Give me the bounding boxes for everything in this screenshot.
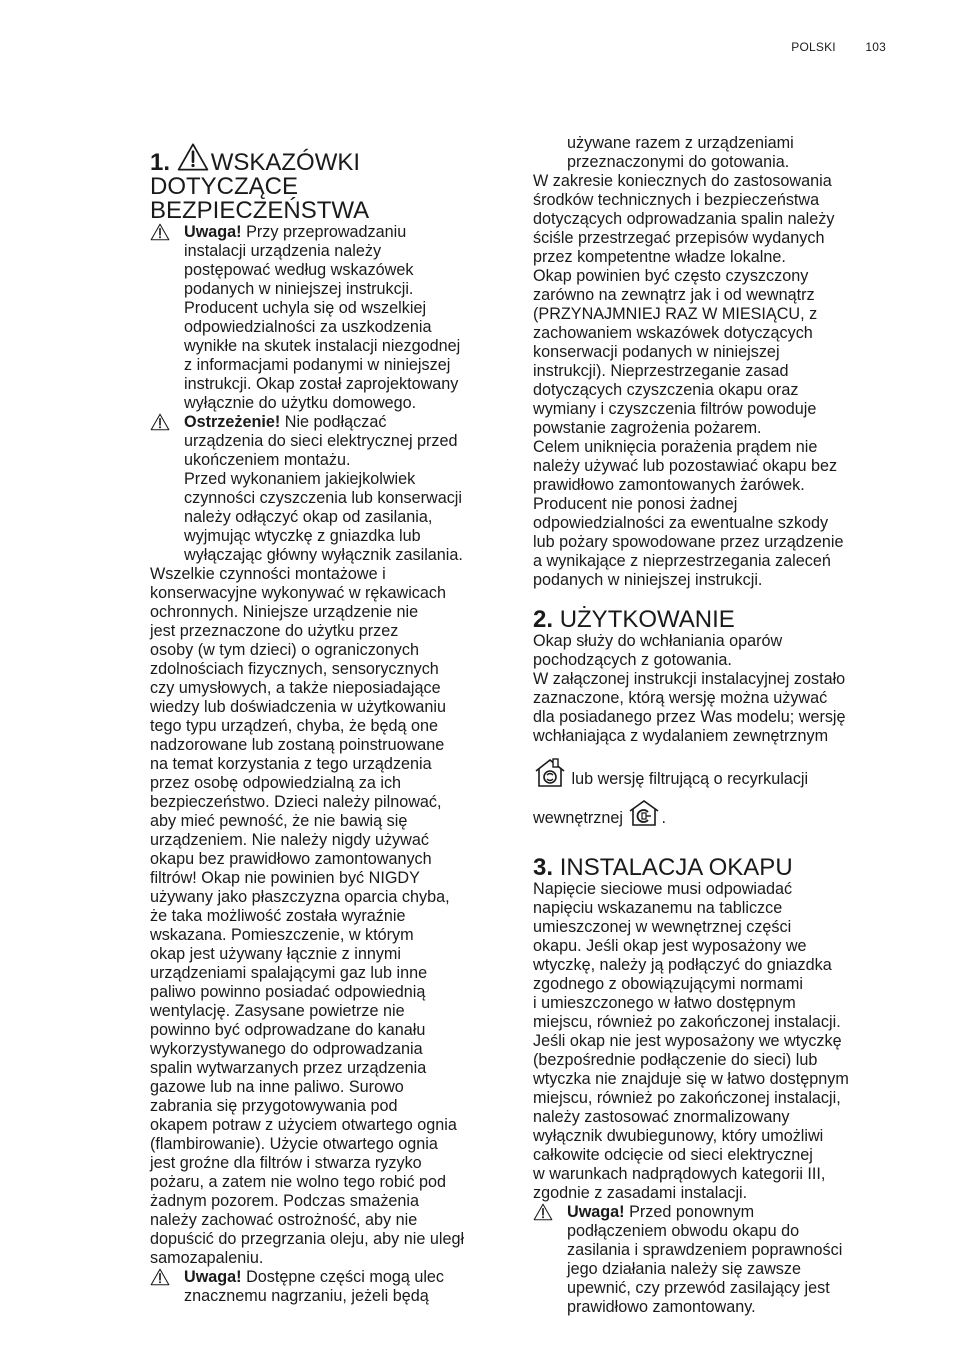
text-line: środków technicznych i bezpieczeństwa [533, 191, 820, 209]
text-line: urządzeniami spalającymi gaz lub inne [150, 964, 428, 982]
warning-triangle-icon [150, 413, 170, 431]
text-line: zabrania się przygotowywania pod [150, 1097, 398, 1115]
text-line: zdolnościach fizycznych, sensorycznych [150, 660, 439, 678]
text-line: wyłącznie do użytku domowego. [184, 394, 417, 412]
text-line: miejscu, również po zakończonej instalacji. [533, 1013, 841, 1031]
text-line: wymiany i czyszczenia filtrów powoduje [533, 400, 817, 418]
text-line: całkowite odcięcie od sieci elektrycznej [533, 1146, 813, 1164]
text-line: należy używać lub pozostawiać okapu bez [533, 457, 838, 475]
text-line: Celem uniknięcia porażenia prądem nie [533, 438, 818, 456]
text-line: używane razem z urządzeniami [567, 134, 794, 152]
warning-triangle-icon [150, 223, 170, 241]
section3-number: 3. [533, 854, 554, 881]
text-line: czy umysłowych, a także nieposiadające [150, 679, 441, 697]
right-column [533, 134, 893, 1317]
text-line: nadzorowane lub zostaną poinstruowane [150, 736, 445, 754]
internal-text: wewnętrznej [533, 809, 623, 827]
recirculation-filter-icon [627, 799, 661, 827]
ducted-extraction-icon [533, 758, 567, 788]
text-line: konserwacji podanych w niniejszej [533, 343, 780, 361]
text-line: (bezpośrednie podłączenie do sieci) lub [533, 1051, 818, 1069]
text-line: wykorzystywanego do odprowadzania [150, 1040, 423, 1058]
text-line: wyłączając główny wyłącznik zasilania. [184, 546, 463, 564]
text-line: wiedzy lub doświadczenia w użytkowaniu [150, 698, 447, 716]
section2-heading [533, 608, 893, 632]
text-line: Okap służy do wchłaniania oparów [533, 632, 783, 650]
warning-block [150, 1268, 506, 1306]
warning-lines [184, 1287, 506, 1306]
text-line: ściśle przestrzegać przepisów wydanych [533, 229, 825, 247]
section1-body [150, 565, 506, 1268]
text-line: odpowiedzialności za uszkodzenia [184, 318, 432, 336]
text-line: W załączonej instrukcji instalacyjnej zostało [533, 670, 846, 688]
warning-label: Ostrzeżenie! [184, 413, 281, 431]
text-line: osoby (w tym dzieci) o ograniczonych [150, 641, 419, 659]
warning-text: Nie podłączać [284, 413, 387, 431]
text-line: podanych w niniejszej instrukcji. [184, 280, 414, 298]
text-line: okapu bez prawidłowo zamontowanych [150, 850, 432, 868]
text-line: upewnić, czy przewód zasilający jest [567, 1279, 830, 1297]
text-line: wtyczka nie znajduje się w łatwo dostępnym [533, 1070, 849, 1088]
text-line: przez kompetentne władze lokalne. [533, 248, 786, 266]
text-line: należy zastosować znormalizowany [533, 1108, 790, 1126]
text-line: ukończeniem montażu. [184, 451, 351, 469]
text-line: pochodzących z gotowania. [533, 651, 732, 669]
text-line: przez osobę odpowiedzialną za ich [150, 774, 402, 792]
text-line: filtrów! Okap nie powinien być NIGDY [150, 869, 420, 887]
text-line: urządzenia do sieci elektrycznej przed [184, 432, 458, 450]
text-line: okapem potraw z użyciem otwartego ognia [150, 1116, 457, 1134]
text-line: żadnym pozorem. Podczas smażenia [150, 1192, 420, 1210]
text-line: instalacji urządzenia należy [184, 242, 382, 260]
section2-title: UŻYTKOWANIE [559, 606, 735, 633]
text-line: urządzeniem. Nie należy nigdy używać [150, 831, 429, 849]
warning-text: Przy przeprowadzaniu [246, 223, 407, 241]
ducted-version-line [533, 758, 893, 789]
text-line: Wszelkie czynności montażowe i [150, 565, 386, 583]
text-line: czynności czyszczenia lub konserwacji [184, 489, 462, 507]
text-line: a wynikające z nieprzestrzegania zaleceń [533, 552, 831, 570]
text-line: Napięcie sieciowe musi odpowiadać [533, 880, 793, 898]
text-line: prawidłowo zamontowany. [567, 1298, 756, 1316]
left-column [150, 142, 506, 1306]
right-column-body [533, 172, 893, 590]
section3-title: INSTALACJA OKAPU [559, 854, 793, 881]
text-line: że taka możliwość została wyraźnie [150, 907, 406, 925]
warning-block [533, 1203, 893, 1317]
text-line: wynikłe na skutek instalacji niezgodnej [184, 337, 461, 355]
text-line: spalin wytwarzanych przez urządzenia [150, 1059, 427, 1077]
text-line: podłączeniem obwodu okapu do [567, 1222, 800, 1240]
text-line: wtyczkę, należy ją podłączyć do gniazdka [533, 956, 832, 974]
text-line: zgodnego z obowiązującymi normami [533, 975, 803, 993]
sentence-period: . [661, 809, 666, 827]
text-line: znacznemu nagrzaniu, jeżeli będą [184, 1287, 429, 1305]
page-number: 103 [865, 40, 886, 54]
warning-text: Przed ponownym [629, 1203, 755, 1221]
warning-triangle-icon [533, 1203, 553, 1221]
section1-title-line: BEZPIECZEŃSTWA [150, 197, 370, 224]
section2-number: 2. [533, 606, 554, 633]
text-line: wskazana. Pomieszczenie, w którym [150, 926, 414, 944]
warning-block [150, 413, 506, 565]
text-line: wentylację. Zasysane powietrze nie [150, 1002, 405, 1020]
section1-title-line: DOTYCZĄCE [150, 173, 299, 200]
text-line: wyjmując wtyczkę z gniazdka lub [184, 527, 421, 545]
text-line: (PRZYNAJMNIEJ RAZ W MIESIĄCU, z [533, 305, 818, 323]
text-line: gazowe lub na inne paliwo. Surowo [150, 1078, 404, 1096]
text-line: jest groźne dla filtrów i stwarza ryzyko [150, 1154, 422, 1172]
text-line: powinno być odprowadzane do kanału [150, 1021, 426, 1039]
text-line: wchłaniająca z wydalaniem zewnętrznym [533, 727, 829, 745]
text-line: dopuścić do przegrzania oleju, aby nie uległ [150, 1230, 465, 1248]
text-line: (flambirowanie). Użycie otwartego ognia [150, 1135, 438, 1153]
warning-label: Uwaga! [567, 1203, 625, 1221]
text-line: konserwacyjne wykonywać w rękawicach [150, 584, 446, 602]
text-line: postępować według wskazówek [184, 261, 414, 279]
text-line: Przed wykonaniem jakiejkolwiek [184, 470, 416, 488]
text-line: dla posiadanego przez Was modelu; wersję [533, 708, 846, 726]
section1-title-line: WSKAZÓWKI [210, 149, 361, 176]
text-line: samozapaleniu. [150, 1249, 264, 1267]
warning-text: Dostępne części mogą ulec [246, 1268, 445, 1286]
text-line: zarówno na zewnątrz jak i od wewnątrz [533, 286, 815, 304]
text-line: ochronnych. Niniejsze urządzenie nie [150, 603, 419, 621]
text-line: zachowaniem wskazówek dotyczących [533, 324, 813, 342]
section2-body [533, 632, 893, 746]
recirculation-version-line [533, 799, 893, 828]
text-line: paliwo powinno posiadać odpowiednią [150, 983, 426, 1001]
text-line: bezpieczeństwo. Dzieci należy pilnować, [150, 793, 442, 811]
text-line: na temat korzystania z tego urządzenia [150, 755, 432, 773]
text-line: z informacjami podanymi w niniejszej [184, 356, 451, 374]
text-line: jego działania należy się zawsze [567, 1260, 801, 1278]
section1-number: 1. [150, 149, 171, 176]
text-line: odpowiedzialności za ewentualne szkody [533, 514, 829, 532]
text-line: zasilania i sprawdzeniem poprawności [567, 1241, 843, 1259]
warning-label: Uwaga! [184, 1268, 242, 1286]
section1-heading [150, 142, 506, 223]
text-line: podanych w niniejszej instrukcji. [533, 571, 763, 589]
text-line: należy odłączyć okap od zasilania, [184, 508, 433, 526]
text-line: prawidłowo zamontowanych żarówek. [533, 476, 805, 494]
text-line: okap jest używany łącznie z innymi [150, 945, 402, 963]
text-line: dotyczących czyszczenia okapu oraz [533, 381, 799, 399]
warning-lines [184, 242, 506, 413]
text-line: umieszczonej w wewnętrznej części [533, 918, 792, 936]
text-line: Okap powinien być często czyszczony [533, 267, 809, 285]
text-line: okapu. Jeśli okap jest wyposażony we [533, 937, 807, 955]
text-line: przeznaczonymi do gotowania. [567, 153, 790, 171]
language-label: POLSKI [791, 40, 836, 54]
warning-triangle-icon [150, 1268, 170, 1286]
text-line: powstanie zagrożenia pożarem. [533, 419, 762, 437]
warning-lines [184, 432, 506, 565]
text-line: Jeśli okap nie jest wyposażony we wtyczkę [533, 1032, 842, 1050]
text-line: tego typu urządzeń, chyba, że będą one [150, 717, 438, 735]
text-line: Producent nie ponosi żadnej [533, 495, 738, 513]
text-line: miejscu, również po zakończonej instalacji, [533, 1089, 841, 1107]
text-line: instrukcji. Okap został zaprojektowany [184, 375, 459, 393]
warning-lines [567, 1222, 893, 1317]
text-line: wyłącznik dwubiegunowy, który umożliwi [533, 1127, 824, 1145]
running-header [765, 40, 886, 54]
section3-heading [533, 856, 893, 880]
text-line: aby mieć pewność, że nie bawią się [150, 812, 408, 830]
text-line: zaznaczone, którą wersję można używać [533, 689, 828, 707]
text-line: dotyczących odprowadzania spalin należy [533, 210, 835, 228]
continued-warning-text [533, 134, 893, 172]
text-line: lub pożary spowodowane przez urządzenie [533, 533, 844, 551]
text-line: Producent uchyla się od wszelkiej [184, 299, 427, 317]
text-line: W zakresie koniecznych do zastosowania [533, 172, 832, 190]
text-line: należy zachować ostrożność, aby nie [150, 1211, 418, 1229]
text-line: używany jako płaszczyzna oparcia chyba, [150, 888, 450, 906]
warning-triangle-icon [177, 142, 209, 172]
warning-block [150, 223, 506, 413]
filter-version-text: lub wersję filtrującą o recyrkulacji [571, 770, 809, 788]
warning-label: Uwaga! [184, 223, 242, 241]
text-line: i umieszczonego w łatwo dostępnym [533, 994, 796, 1012]
text-line: napięciu wskazanemu na tabliczce [533, 899, 783, 917]
section3-body [533, 880, 893, 1203]
text-line: w warunkach nadprądowych kategorii III, [533, 1165, 826, 1183]
text-line: jest przeznaczone do użytku przez [150, 622, 399, 640]
text-line: pożaru, a zatem nie wolno tego robić pod [150, 1173, 447, 1191]
text-line: instrukcji). Nieprzestrzeganie zasad [533, 362, 789, 380]
text-line: zgodnie z zasadami instalacji. [533, 1184, 748, 1202]
